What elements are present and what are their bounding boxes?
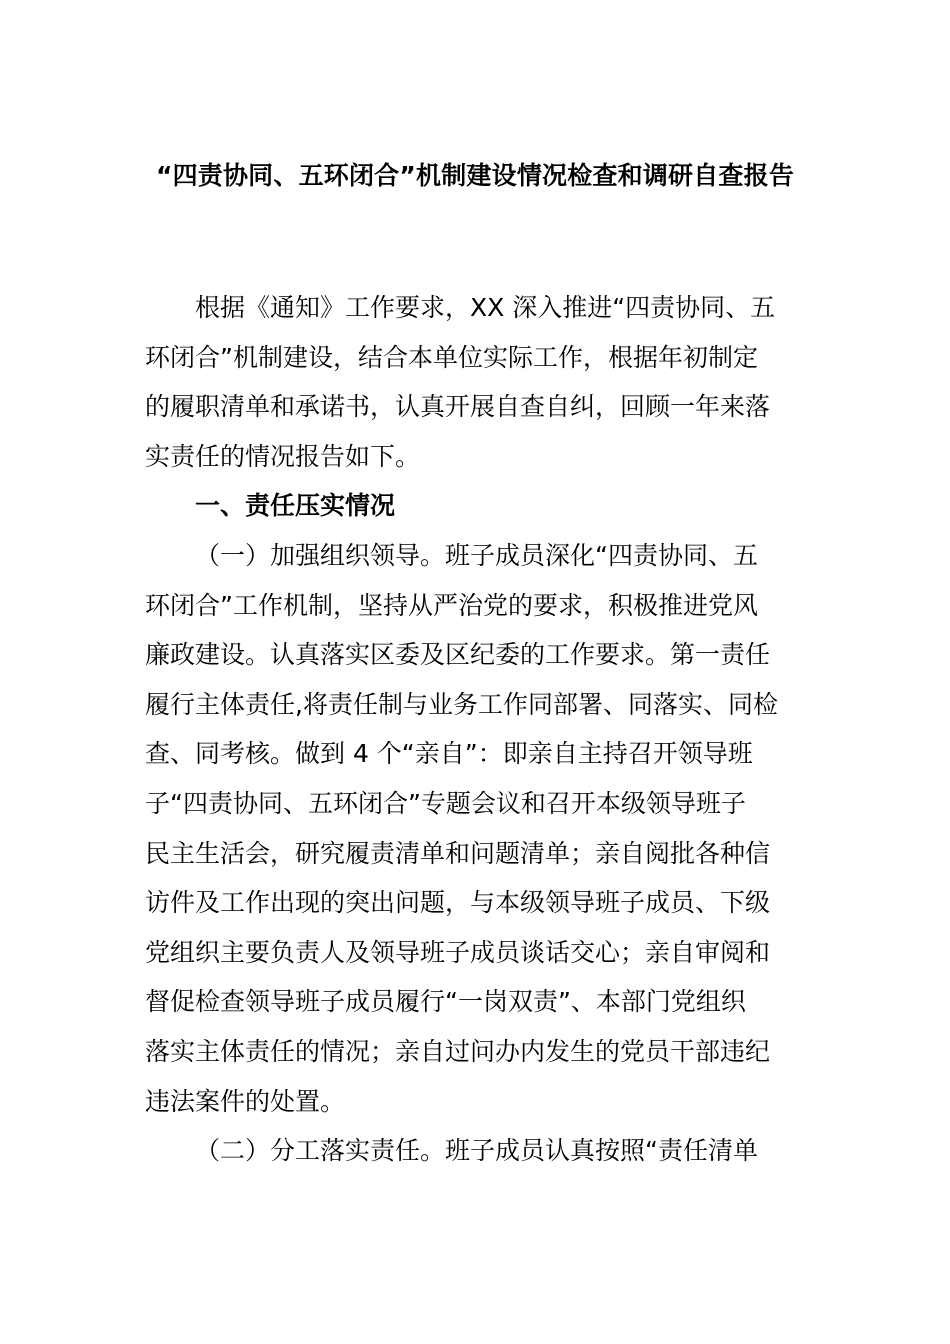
paragraph-line: 实责任的情况报告如下。 [145, 441, 421, 471]
paragraph-line: 环闭合”工作机制，坚持从严治党的要求，积极推进党风 [145, 590, 758, 620]
paragraph-line: 根据《通知》工作要求，XX 深入推进“四责协同、五 [195, 293, 776, 322]
paragraph-line: 的履职清单和承诺书，认真开展自查自纠，回顾一年来落 [145, 392, 771, 422]
paragraph-line: （二）分工落实责任。班子成员认真按照“责任清单 [195, 1136, 758, 1166]
paragraph-line: 子“四责协同、五环闭合”专题会议和召开本级领导班子 [145, 788, 746, 818]
section-heading: 一、责任压实情况 [195, 491, 396, 521]
paragraph-line: 违法案件的处置。 [145, 1086, 346, 1116]
paragraph-line: （一）加强组织领导。班子成员深化“四责协同、五 [195, 540, 758, 570]
paragraph-line: 督促检查领导班子成员履行“一岗双责”、本部门党组织 [145, 987, 746, 1017]
paragraph-line: 查、同考核。做到 4 个“亲自”：即亲自主持召开领导班 [145, 739, 753, 769]
document-body [145, 283, 809, 1176]
paragraph-line: 党组织主要负责人及领导班子成员谈话交心；亲自审阅和 [145, 937, 771, 967]
paragraph-line: 民主生活会，研究履责清单和问题清单；亲自阅批各种信 [145, 838, 771, 868]
paragraph-line: 环闭合”机制建设，结合本单位实际工作，根据年初制定 [145, 342, 758, 372]
paragraph-line: 履行主体责任,将责任制与业务工作同部署、同落实、同检 [145, 689, 778, 719]
document-title: “四责协同、五环闭合”机制建设情况检查和调研自查报告 [155, 161, 795, 190]
paragraph-line: 访件及工作出现的突出问题，与本级领导班子成员、下级 [145, 888, 771, 918]
paragraph-line: 廉政建设。认真落实区委及区纪委的工作要求。第一责任 [145, 640, 771, 670]
paragraph-line: 落实主体责任的情况；亲自过问办内发生的党员干部违纪 [145, 1036, 771, 1066]
